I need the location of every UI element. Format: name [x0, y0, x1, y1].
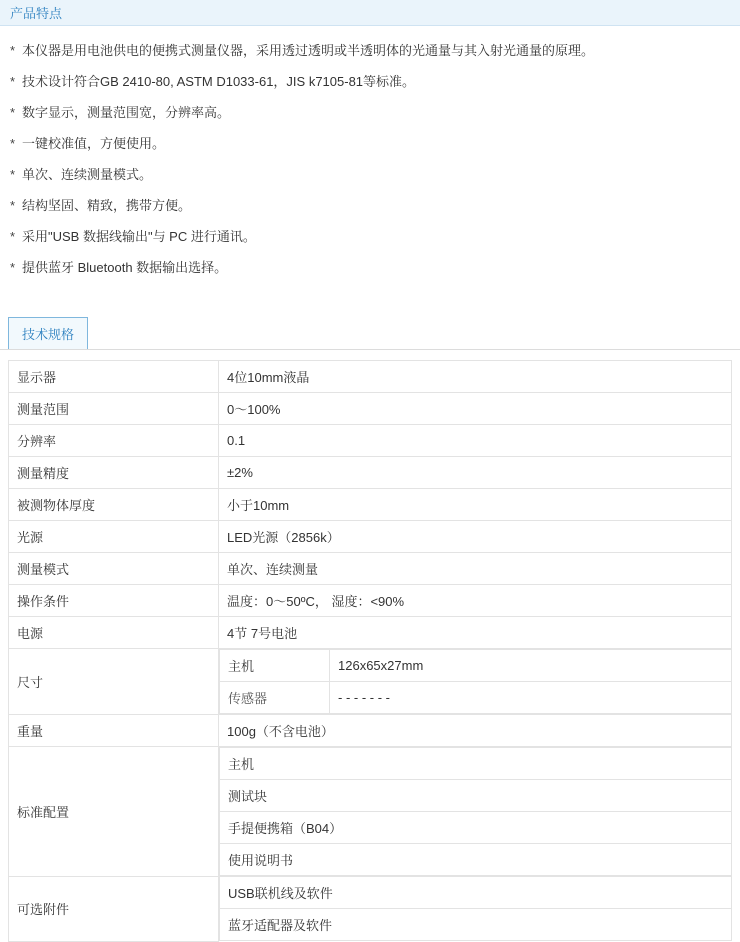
table-row	[9, 715, 732, 747]
spec-value-group	[219, 876, 732, 941]
spec-sublabel: 主机	[220, 650, 330, 682]
spec-label: 分辨率	[9, 425, 219, 457]
spec-value: 主机	[220, 748, 732, 780]
table-row	[220, 877, 732, 909]
spec-value-group	[219, 747, 732, 877]
spec-value: ±2%	[219, 457, 732, 489]
bullet-star-icon: *	[10, 198, 16, 213]
spec-value: USB联机线及软件	[220, 877, 732, 909]
table-row	[9, 425, 732, 457]
feature-text: 一键校准值，方便使用。	[22, 136, 166, 151]
spec-label: 尺寸	[9, 649, 219, 715]
table-row	[220, 682, 732, 714]
list-item	[10, 197, 730, 215]
list-item	[10, 228, 730, 246]
table-row	[220, 812, 732, 844]
feature-text: 本仪器是用电池供电的便携式测量仪器，采用透过透明或半透明体的光通量与其入射光通量的原理。	[22, 43, 595, 58]
spec-value: 100g（不含电池）	[219, 715, 732, 747]
optional-accessories-subtable	[219, 876, 732, 941]
bullet-star-icon: *	[10, 260, 16, 275]
bullet-star-icon: *	[10, 167, 16, 182]
list-item	[10, 259, 730, 277]
table-row	[9, 649, 732, 715]
specifications-table	[8, 360, 732, 942]
table-row	[9, 747, 732, 877]
list-item	[10, 135, 730, 153]
spec-label: 被测物体厚度	[9, 489, 219, 521]
bullet-star-icon: *	[10, 136, 16, 151]
spec-value: 单次、连续测量	[219, 553, 732, 585]
table-row	[9, 457, 732, 489]
spec-label: 标准配置	[9, 747, 219, 877]
table-row	[9, 361, 732, 393]
table-row	[220, 650, 732, 682]
spec-label: 测量范围	[9, 393, 219, 425]
feature-text: 技术设计符合GB 2410-80, ASTM D1033-61，JIS k7105-81等标准。	[22, 74, 416, 89]
spec-label: 可选附件	[9, 876, 219, 941]
bullet-star-icon: *	[10, 43, 16, 58]
table-row	[9, 585, 732, 617]
spec-value: LED光源（2856k）	[219, 521, 732, 553]
table-row	[220, 909, 732, 941]
spec-value: 蓝牙适配器及软件	[220, 909, 732, 941]
spec-label: 操作条件	[9, 585, 219, 617]
spec-value: 小于10mm	[219, 489, 732, 521]
bullet-star-icon: *	[10, 74, 16, 89]
tab-label: 技术规格	[22, 327, 75, 342]
spec-value: 0.1	[219, 425, 732, 457]
bullet-star-icon: *	[10, 105, 16, 120]
table-row	[220, 748, 732, 780]
spec-value: 126x65x27mm	[330, 650, 732, 682]
tab-bar	[0, 316, 740, 350]
standard-config-subtable	[219, 747, 732, 876]
spec-value: 0～100%	[219, 393, 732, 425]
features-list	[0, 26, 740, 300]
table-row	[9, 553, 732, 585]
spec-label: 重量	[9, 715, 219, 747]
table-row	[220, 780, 732, 812]
spec-value: 4节 7号电池	[219, 617, 732, 649]
feature-text: 数字显示，测量范围宽，分辨率高。	[22, 105, 231, 120]
table-row	[9, 617, 732, 649]
section-title: 产品特点	[10, 6, 63, 21]
spec-value: 手提便携箱（B04）	[220, 812, 732, 844]
section-header-features	[0, 0, 740, 26]
spec-label: 测量模式	[9, 553, 219, 585]
tab-underline	[0, 349, 740, 350]
feature-text: 采用"USB 数据线输出"与 PC 进行通讯。	[22, 229, 256, 244]
list-item	[10, 42, 730, 60]
spec-label: 测量精度	[9, 457, 219, 489]
spec-sublabel: 传感器	[220, 682, 330, 714]
spec-value: - - - - - - -	[330, 682, 732, 714]
dimensions-subtable	[219, 649, 732, 714]
table-row	[9, 393, 732, 425]
spec-value-group	[219, 649, 732, 715]
bullet-star-icon: *	[10, 229, 16, 244]
table-row	[220, 844, 732, 876]
list-item	[10, 73, 730, 91]
tab-specifications[interactable]	[8, 317, 88, 349]
feature-text: 结构坚固、精致，携带方便。	[22, 198, 192, 213]
feature-text: 提供蓝牙 Bluetooth 数据输出选择。	[22, 260, 228, 275]
list-item	[10, 104, 730, 122]
spec-label: 光源	[9, 521, 219, 553]
table-row	[9, 521, 732, 553]
list-item	[10, 166, 730, 184]
spec-value: 温度：0～50ºC， 湿度：<90%	[219, 585, 732, 617]
spec-label: 显示器	[9, 361, 219, 393]
spec-value: 测试块	[220, 780, 732, 812]
table-row	[9, 489, 732, 521]
spec-label: 电源	[9, 617, 219, 649]
spec-value: 使用说明书	[220, 844, 732, 876]
feature-text: 单次、连续测量模式。	[22, 167, 153, 182]
spec-value: 4位10mm液晶	[219, 361, 732, 393]
table-row	[9, 876, 732, 941]
